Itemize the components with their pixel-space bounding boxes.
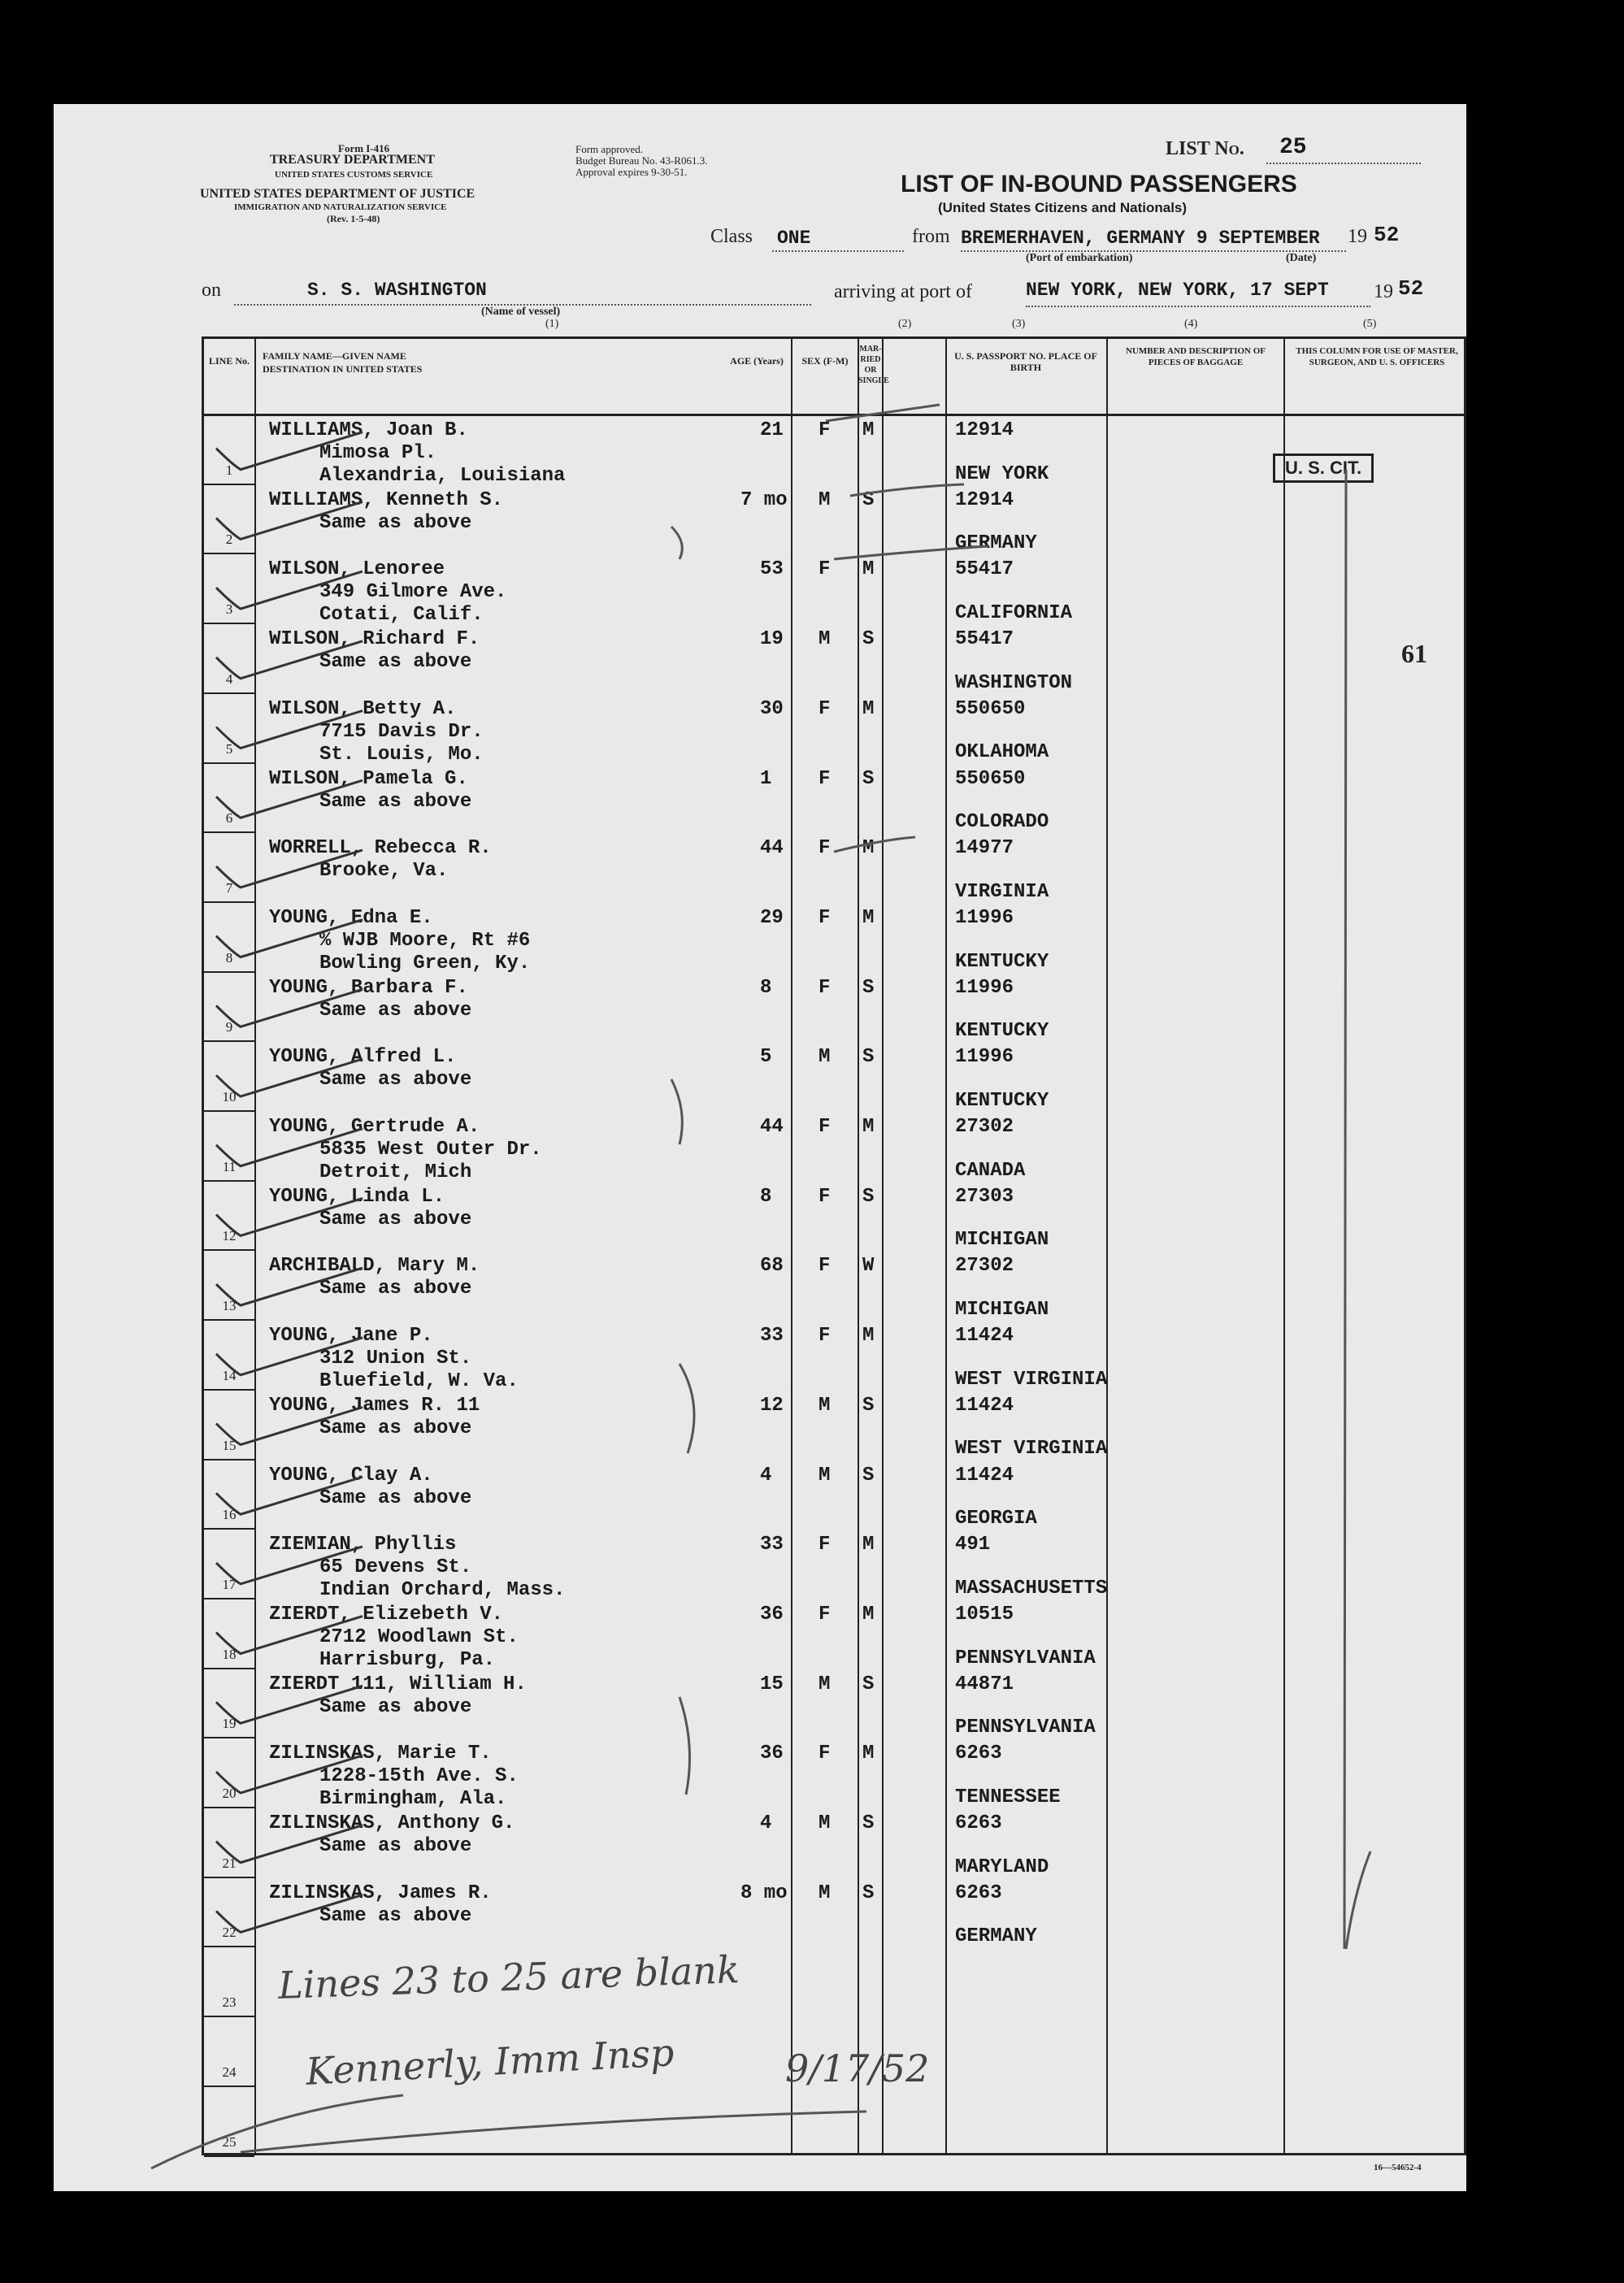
- passenger-address: Same as above: [319, 511, 472, 534]
- passenger-name: WILSON, Richard F.: [269, 628, 480, 651]
- passenger-name: ZIERDT 111, William H.: [269, 1673, 527, 1695]
- col-number-5: (5): [1363, 318, 1377, 330]
- passport-number: 550650: [955, 767, 1026, 790]
- passenger-sex: F: [819, 1116, 831, 1138]
- passenger-marital-status: M: [862, 1743, 875, 1765]
- from-label: from: [912, 226, 950, 247]
- place-of-birth: KENTUCKY: [955, 950, 1049, 973]
- passenger-name: ZIERDT, Elizebeth V.: [269, 1603, 504, 1625]
- form-approved: Form approved.: [575, 143, 644, 155]
- passenger-address: Mimosa Pl.: [319, 442, 437, 464]
- place-of-birth: MASSACHUSETTS: [955, 1577, 1108, 1599]
- list-no-value: 25: [1279, 135, 1307, 160]
- place-of-birth: TENNESSEE: [955, 1786, 1061, 1808]
- passenger-address: Bowling Green, Ky.: [319, 952, 531, 974]
- place-of-birth: GERMANY: [955, 532, 1037, 555]
- passenger-age: 53: [760, 558, 784, 581]
- header-married: MAR- RIED OR SINGLE: [858, 345, 889, 385]
- passenger-address: Same as above: [319, 1904, 472, 1927]
- vessel-value: S. S. WASHINGTON: [307, 280, 487, 301]
- passenger-name: ZILINSKAS, Marie T.: [269, 1743, 492, 1765]
- passenger-sex: M: [819, 488, 831, 511]
- passenger-age: 44: [760, 837, 784, 860]
- passenger-sex: M: [819, 1464, 831, 1487]
- passport-number: 6263: [955, 1882, 1002, 1904]
- passport-number: 27302: [955, 1255, 1014, 1278]
- passenger-name: WILSON, Betty A.: [269, 697, 457, 720]
- passenger-address: % WJB Moore, Rt #6: [319, 929, 531, 952]
- passenger-name: YOUNG, Jane P.: [269, 1325, 433, 1348]
- line-number: 2: [225, 532, 233, 548]
- from-value: BREMERHAVEN, GERMANY 9 SEPTEMBER: [961, 228, 1320, 249]
- passenger-age: 8: [760, 976, 772, 999]
- passenger-name: WILLIAMS, Kenneth S.: [269, 488, 504, 511]
- line-number: 7: [225, 879, 233, 896]
- passport-number: 14977: [955, 837, 1014, 860]
- passenger-age: 7 mo: [740, 488, 788, 511]
- passenger-sex: F: [819, 1603, 831, 1625]
- passenger-marital-status: S: [862, 767, 875, 790]
- line-number: 18: [222, 1646, 237, 1662]
- place-of-birth: PENNSYLVANIA: [955, 1647, 1096, 1669]
- approval-expires: Approval expires 9-30-51.: [575, 166, 688, 178]
- passenger-address: Same as above: [319, 1069, 472, 1092]
- passenger-age: 33: [760, 1325, 784, 1348]
- vessel-label: (Name of vessel): [481, 306, 561, 318]
- passenger-marital-status: M: [862, 1116, 875, 1138]
- place-of-birth: NEW YORK: [955, 462, 1049, 485]
- passenger-sex: F: [819, 1255, 831, 1278]
- passenger-age: 19: [760, 628, 784, 651]
- line-number: 12: [222, 1228, 237, 1244]
- passport-number: 27302: [955, 1116, 1014, 1138]
- passenger-marital-status: S: [862, 1673, 875, 1695]
- date-label: (Date): [1286, 252, 1317, 264]
- header-destination: DESTINATION IN UNITED STATES: [263, 363, 423, 375]
- passenger-name: YOUNG, Linda L.: [269, 1185, 445, 1208]
- revision: (Rev. 1-5-48): [327, 213, 380, 224]
- passenger-age: 36: [760, 1743, 784, 1765]
- col-number-4: (4): [1184, 318, 1198, 330]
- passenger-address: Same as above: [319, 1835, 472, 1857]
- line-number: 4: [225, 671, 233, 687]
- passenger-sex: M: [819, 1882, 831, 1904]
- passenger-address: St. Louis, Mo.: [319, 743, 484, 766]
- passenger-sex: F: [819, 906, 831, 929]
- line-number: 23: [222, 1994, 237, 2011]
- passenger-address: Same as above: [319, 1278, 472, 1300]
- passenger-sex: F: [819, 1743, 831, 1765]
- place-of-birth: WEST VIRGINIA: [955, 1368, 1108, 1391]
- passenger-sex: F: [819, 1185, 831, 1208]
- passenger-sex: F: [819, 767, 831, 790]
- passenger-name: ZILINSKAS, Anthony G.: [269, 1812, 515, 1834]
- place-of-birth: KENTUCKY: [955, 1089, 1049, 1112]
- passenger-marital-status: S: [862, 976, 875, 999]
- passenger-address: 349 Gilmore Ave.: [319, 581, 507, 604]
- passenger-age: 21: [760, 419, 784, 441]
- passenger-sex: F: [819, 1534, 831, 1556]
- handwritten-signature: Kennerly, Imm Insp: [304, 2030, 675, 2094]
- passenger-address: 312 Union St.: [319, 1348, 472, 1370]
- passenger-marital-status: M: [862, 906, 875, 929]
- passport-number: 11424: [955, 1394, 1014, 1417]
- passenger-marital-status: S: [862, 1394, 875, 1417]
- budget-bureau: Budget Bureau No. 43-R061.3.: [575, 154, 708, 167]
- passenger-age: 8: [760, 1185, 772, 1208]
- passport-number: 6263: [955, 1812, 1002, 1834]
- line-number: 19: [222, 1716, 237, 1732]
- arriving-label: arriving at port of: [834, 281, 972, 302]
- passenger-marital-status: W: [862, 1255, 875, 1278]
- line-number: 20: [222, 1786, 237, 1801]
- footer-code: 16—54652-4: [1374, 2163, 1422, 2172]
- passenger-address: 2712 Woodlawn St.: [319, 1625, 519, 1648]
- passenger-marital-status: M: [862, 1325, 875, 1348]
- place-of-birth: WEST VIRGINIA: [955, 1438, 1108, 1461]
- passport-number: 44871: [955, 1673, 1014, 1695]
- line-number: 11: [222, 1158, 237, 1174]
- place-of-birth: KENTUCKY: [955, 1020, 1049, 1043]
- passenger-age: 4: [760, 1464, 772, 1487]
- passenger-marital-status: S: [862, 1185, 875, 1208]
- header-line-no: LINE No.: [208, 355, 250, 367]
- place-of-birth: GERMANY: [955, 1925, 1037, 1948]
- header-baggage: NUMBER AND DESCRIPTION OF PIECES OF BAGGAGE: [1125, 346, 1266, 367]
- customs-service: UNITED STATES CUSTOMS SERVICE: [275, 170, 433, 180]
- passenger-name: ZILINSKAS, James R.: [269, 1882, 492, 1904]
- passenger-address: Same as above: [319, 790, 472, 813]
- passenger-sex: F: [819, 697, 831, 720]
- passenger-address: Same as above: [319, 651, 472, 674]
- header-passport: U. S. PASSPORT NO. PLACE OF BIRTH: [954, 350, 1097, 373]
- passenger-age: 8 mo: [740, 1882, 788, 1904]
- passenger-age: 44: [760, 1116, 784, 1138]
- passenger-name: YOUNG, Clay A.: [269, 1464, 433, 1487]
- passport-number: 11996: [955, 1046, 1014, 1069]
- passenger-marital-status: M: [862, 419, 875, 441]
- place-of-birth: MICHIGAN: [955, 1229, 1049, 1252]
- treasury-dept: TREASURY DEPARTMENT: [270, 153, 435, 167]
- passenger-address: 7715 Davis Dr.: [319, 720, 484, 743]
- passenger-marital-status: S: [862, 1046, 875, 1069]
- passenger-age: 15: [760, 1673, 784, 1695]
- place-of-birth: MICHIGAN: [955, 1299, 1049, 1322]
- passenger-sex: M: [819, 1673, 831, 1695]
- on-label: on: [202, 280, 221, 301]
- passenger-name: YOUNG, Alfred L.: [269, 1046, 457, 1069]
- passport-number: 11424: [955, 1325, 1014, 1348]
- count-note: 61: [1401, 639, 1427, 668]
- passenger-address: Same as above: [319, 1417, 472, 1439]
- passenger-marital-status: M: [862, 1534, 875, 1556]
- place-of-birth: GEORGIA: [955, 1508, 1037, 1530]
- passenger-age: 68: [760, 1255, 784, 1278]
- passenger-address: Same as above: [319, 999, 472, 1022]
- passenger-name: WORRELL, Rebecca R.: [269, 837, 492, 860]
- class-value: ONE: [777, 228, 811, 249]
- manifest-page: [54, 104, 1466, 2191]
- page-subtitle: (United States Citizens and Nationals): [938, 200, 1188, 215]
- passenger-address: Same as above: [319, 1695, 472, 1718]
- passenger-sex: F: [819, 419, 831, 441]
- place-of-birth: COLORADO: [955, 811, 1049, 834]
- line-number: 24: [222, 2064, 237, 2080]
- handwritten-date: 9/17/52: [785, 2046, 930, 2090]
- line-number: 5: [225, 740, 233, 757]
- passenger-marital-status: M: [862, 558, 875, 581]
- line-number: 15: [222, 1437, 237, 1453]
- passenger-address: Harrisburg, Pa.: [319, 1648, 496, 1671]
- passenger-name: YOUNG, James R. 11: [269, 1394, 480, 1417]
- header-age: AGE (Years): [730, 355, 784, 367]
- place-of-birth: CALIFORNIA: [955, 602, 1073, 625]
- passenger-address: Same as above: [319, 1487, 472, 1509]
- passenger-sex: F: [819, 837, 831, 860]
- place-of-birth: MARYLAND: [955, 1855, 1049, 1878]
- line-number: 14: [222, 1367, 237, 1383]
- passenger-address: 5835 West Outer Dr.: [319, 1139, 542, 1161]
- passenger-marital-status: S: [862, 488, 875, 511]
- class-label: Class: [710, 226, 753, 247]
- form-number: Form I-416: [338, 142, 390, 154]
- passport-number: 12914: [955, 488, 1014, 511]
- header-officers: THIS COLUMN FOR USE OF MASTER, SURGEON, AND U. S. OFFICERS: [1296, 346, 1458, 367]
- passenger-age: 5: [760, 1046, 772, 1069]
- passenger-age: 33: [760, 1534, 784, 1556]
- passenger-marital-status: M: [862, 697, 875, 720]
- passenger-age: 36: [760, 1603, 784, 1625]
- line-number: 16: [222, 1507, 237, 1523]
- passenger-age: 1: [760, 767, 772, 790]
- passenger-marital-status: S: [862, 628, 875, 651]
- place-of-birth: OKLAHOMA: [955, 741, 1049, 764]
- passport-number: 55417: [955, 558, 1014, 581]
- passenger-marital-status: S: [862, 1464, 875, 1487]
- passport-number: 11996: [955, 906, 1014, 929]
- passenger-address: Alexandria, Louisiana: [319, 465, 566, 487]
- line-number: 25: [222, 2133, 237, 2150]
- passenger-name: WILSON, Pamela G.: [269, 767, 468, 790]
- pencil-marks: [54, 104, 1466, 2191]
- passenger-age: 12: [760, 1394, 784, 1417]
- arriving-year: 52: [1398, 276, 1424, 301]
- line-number: 13: [222, 1298, 237, 1314]
- passenger-name: YOUNG, Gertrude A.: [269, 1116, 480, 1138]
- line-number: 9: [225, 1019, 233, 1035]
- passport-number: 6263: [955, 1743, 1002, 1765]
- passenger-address: Same as above: [319, 1208, 472, 1230]
- passenger-address: 1228-15th Ave. S.: [319, 1765, 519, 1788]
- passenger-age: 4: [760, 1812, 772, 1834]
- arriving-year-prefix: 19: [1374, 281, 1393, 302]
- passenger-name: ARCHIBALD, Mary M.: [269, 1255, 480, 1278]
- passenger-address: Indian Orchard, Mass.: [319, 1579, 566, 1602]
- passenger-name: YOUNG, Barbara F.: [269, 976, 468, 999]
- list-no-label: LIST No.: [1166, 138, 1244, 159]
- passenger-name: ZIEMIAN, Phyllis: [269, 1534, 457, 1556]
- passport-number: 11424: [955, 1464, 1014, 1487]
- page-title: LIST OF IN-BOUND PASSENGERS: [901, 171, 1297, 197]
- passport-number: 27303: [955, 1185, 1014, 1208]
- place-of-birth: VIRGINIA: [955, 880, 1049, 903]
- passport-number: 10515: [955, 1603, 1014, 1625]
- passport-number: 550650: [955, 697, 1026, 720]
- passport-number: 491: [955, 1534, 991, 1556]
- passenger-name: WILSON, Lenoree: [269, 558, 445, 581]
- justice-dept: UNITED STATES DEPARTMENT OF JUSTICE: [200, 187, 475, 201]
- passenger-address: Cotati, Calif.: [319, 604, 484, 627]
- passenger-marital-status: S: [862, 1882, 875, 1904]
- place-of-birth: PENNSYLVANIA: [955, 1717, 1096, 1739]
- place-of-birth: CANADA: [955, 1159, 1026, 1182]
- passenger-marital-status: M: [862, 1603, 875, 1625]
- line-number: 1: [225, 462, 233, 478]
- passenger-address: Brooke, Va.: [319, 860, 449, 883]
- handwritten-note: Lines 23 to 25 are blank: [277, 1947, 740, 2007]
- line-number: 17: [222, 1576, 237, 1592]
- from-year-prefix: 19: [1348, 226, 1367, 247]
- passenger-sex: F: [819, 976, 831, 999]
- col-number-3: (3): [1012, 318, 1026, 330]
- passenger-sex: M: [819, 1046, 831, 1069]
- passenger-marital-status: S: [862, 1812, 875, 1834]
- passport-number: 11996: [955, 976, 1014, 999]
- ins-service: IMMIGRATION AND NATURALIZATION SERVICE: [234, 202, 447, 212]
- col-number-2: (2): [898, 318, 912, 330]
- line-number: 6: [225, 810, 233, 827]
- us-citizen-stamp: U. S. CIT.: [1273, 454, 1374, 483]
- header-sex: SEX (F-M): [801, 355, 849, 367]
- passport-number: 55417: [955, 628, 1014, 651]
- passenger-age: 30: [760, 697, 784, 720]
- passenger-sex: F: [819, 558, 831, 581]
- from-year: 52: [1374, 223, 1400, 247]
- passenger-name: WILLIAMS, Joan B.: [269, 419, 468, 441]
- passenger-marital-status: M: [862, 837, 875, 860]
- passenger-address: Detroit, Mich: [319, 1161, 472, 1183]
- passenger-name: YOUNG, Edna E.: [269, 906, 433, 929]
- port-embarkation-label: (Port of embarkation): [1026, 252, 1133, 264]
- col-number-1: (1): [545, 318, 559, 330]
- line-number: 8: [225, 949, 233, 966]
- line-number: 3: [225, 601, 233, 618]
- passenger-sex: M: [819, 1394, 831, 1417]
- passenger-sex: M: [819, 1812, 831, 1834]
- passenger-sex: M: [819, 628, 831, 651]
- passport-number: 12914: [955, 419, 1014, 441]
- arriving-value: NEW YORK, NEW YORK, 17 SEPT: [1026, 280, 1329, 301]
- header-family-name: FAMILY NAME—GIVEN NAME: [263, 350, 406, 362]
- passenger-address: Birmingham, Ala.: [319, 1788, 507, 1811]
- line-number: 10: [222, 1089, 237, 1105]
- line-number: 22: [222, 1925, 237, 1941]
- place-of-birth: WASHINGTON: [955, 671, 1073, 694]
- passenger-age: 29: [760, 906, 784, 929]
- line-number: 21: [222, 1855, 237, 1871]
- passenger-sex: F: [819, 1325, 831, 1348]
- passenger-address: Bluefield, W. Va.: [319, 1370, 519, 1393]
- passenger-address: 65 Devens St.: [319, 1556, 472, 1579]
